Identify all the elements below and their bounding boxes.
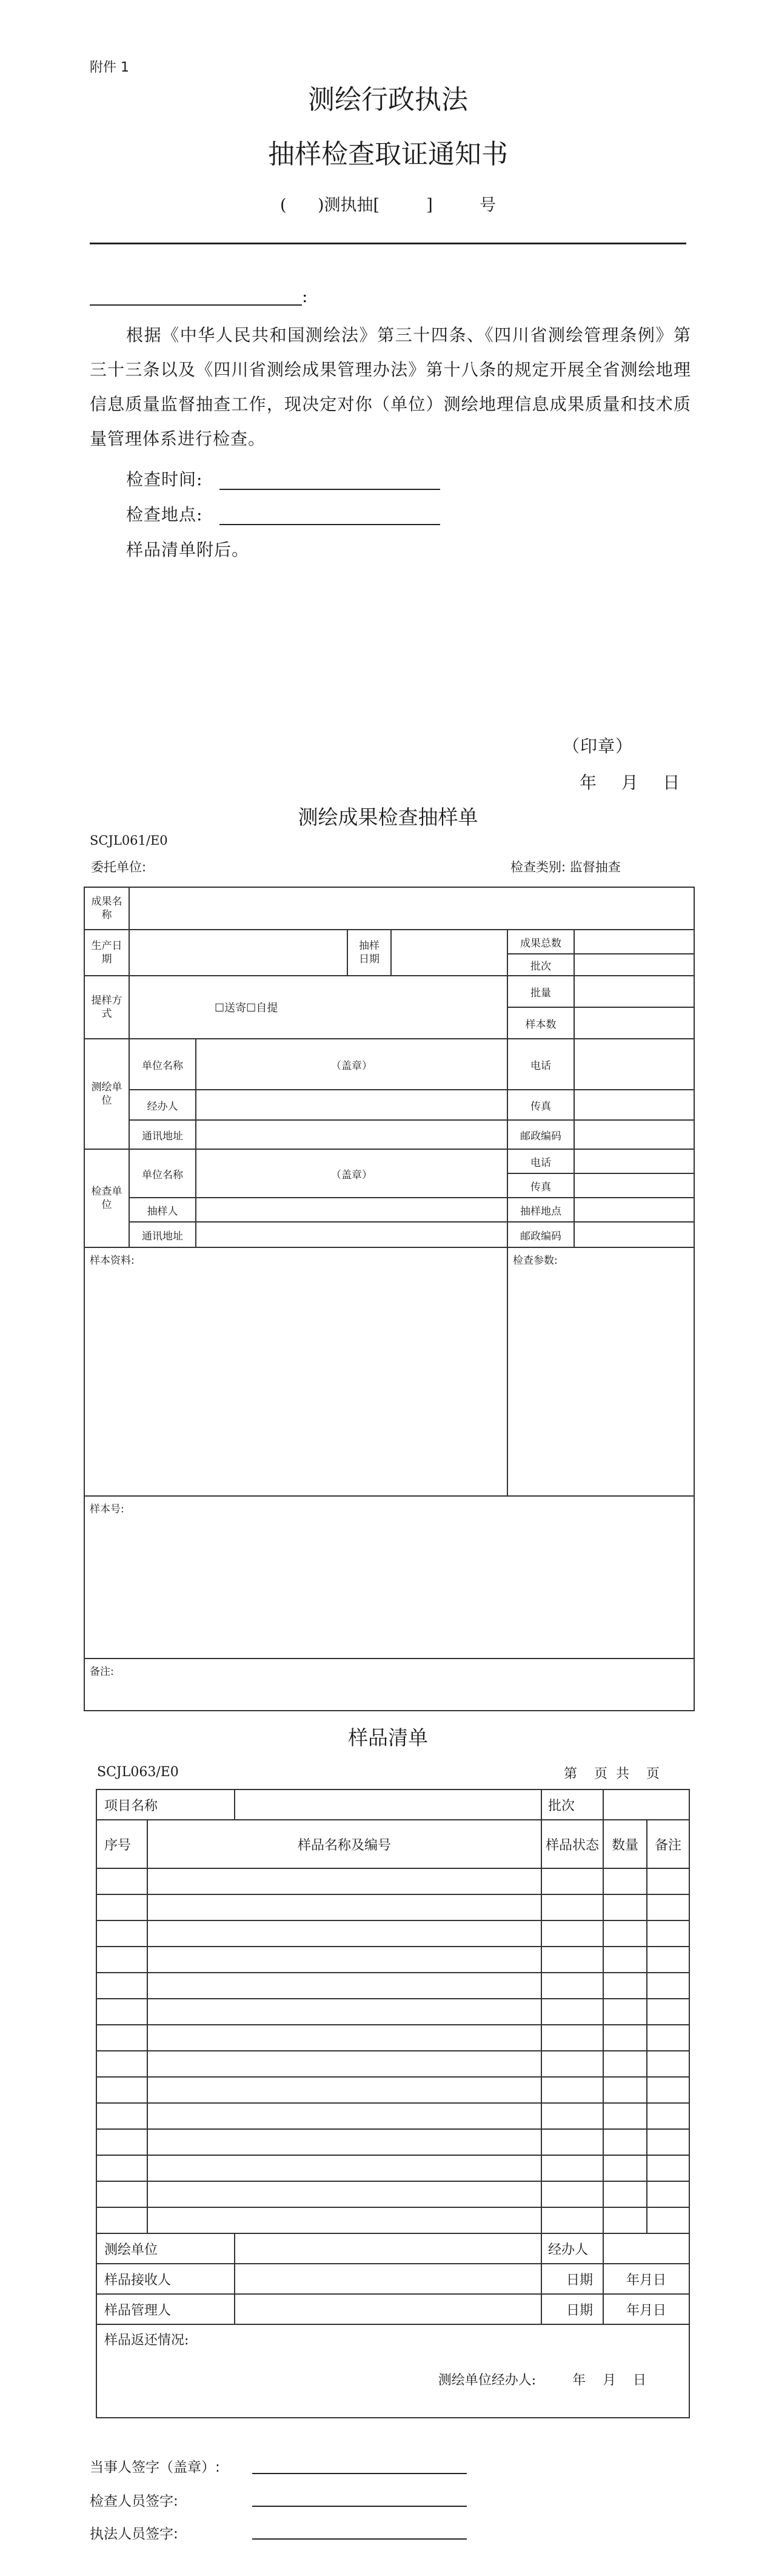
project-name-field[interactable] [235, 1789, 541, 1820]
sampling-form-table [84, 887, 695, 1711]
row-status-cell[interactable] [541, 2103, 603, 2129]
sample-row [96, 2051, 689, 2077]
production-date-label: 生产日期 [84, 930, 129, 976]
sample-row [96, 1894, 689, 1920]
notice-paragraph: 根据《中华人民共和国测绘法》第三十四条、《四川省测绘管理条例》第三十三条以及《四川省测绘成果管理办法》第十八条的规定开展全省测绘地理信息质量监督抽查工作，现决定对你（单位）测绘地理信息成果质量和技术质量管理体系进行检查。 [90, 325, 691, 449]
sample-list-title: 样品清单 [348, 1726, 428, 1749]
row-qty-cell[interactable] [603, 2051, 647, 2077]
row-status-cell[interactable] [541, 2077, 603, 2103]
row-no-cell[interactable] [96, 2129, 147, 2155]
client-label: 委托单位: [91, 860, 147, 874]
manager-date-label: 日期 [541, 2294, 603, 2324]
production-date-field[interactable] [129, 930, 347, 976]
row-qty-cell[interactable] [603, 1868, 647, 1894]
row-no-cell[interactable] [96, 1894, 147, 1920]
row-qty-cell[interactable] [603, 2181, 647, 2207]
manager-date-value[interactable]: 年月日 [603, 2294, 689, 2324]
remarks-label: 备注: [90, 1666, 114, 1678]
inspection-unit-stamp: （盖章） [196, 1149, 507, 1198]
row-remark-cell[interactable] [647, 2181, 689, 2207]
sampler-label: 抽样人 [129, 1198, 196, 1222]
sample-row [96, 2181, 689, 2207]
sample-count-label: 样本数 [507, 1007, 574, 1039]
row-no-cell[interactable] [96, 2025, 147, 2051]
row-qty-cell[interactable] [603, 2155, 647, 2181]
postcode-field[interactable] [574, 1120, 694, 1149]
col-qty-header: 数量 [603, 1820, 647, 1868]
row-no-cell[interactable] [96, 1999, 147, 2025]
row-remark-cell[interactable] [647, 1973, 689, 1999]
check-place-label: 检查地点: [126, 505, 203, 525]
address-field[interactable] [196, 1120, 507, 1149]
sample-row [96, 2077, 689, 2103]
header-rule [90, 243, 686, 244]
manager-field[interactable] [235, 2294, 541, 2324]
sample-list-code: SCJL063/E0 [97, 1765, 179, 1780]
project-name-label: 项目名称 [96, 1789, 235, 1820]
receiver-date-value[interactable]: 年月日 [603, 2264, 689, 2294]
row-remark-cell[interactable] [647, 2051, 689, 2077]
issue-date: 年 月 日 [580, 773, 681, 793]
receiver-field[interactable] [235, 2264, 541, 2294]
address-label: 通讯地址 [129, 1120, 196, 1149]
row-qty-cell[interactable] [603, 2129, 647, 2155]
sample-row [96, 1868, 689, 1894]
row-no-cell[interactable] [96, 2051, 147, 2077]
row-no-cell[interactable] [96, 2207, 147, 2233]
row-status-cell[interactable] [541, 1947, 603, 1973]
officer-signature-label: 执法人员签字: [90, 2526, 178, 2542]
fax-field[interactable] [574, 1090, 694, 1120]
sample-row [96, 1973, 689, 1999]
col-name-header: 样品名称及编号 [147, 1820, 541, 1868]
result-name-field[interactable] [129, 887, 694, 930]
row-no-cell[interactable] [96, 1868, 147, 1894]
sampling-date-label: 抽样日期 [347, 930, 391, 976]
inspection-fax-label: 传真 [507, 1173, 574, 1198]
row-remark-cell[interactable] [647, 1868, 689, 1894]
row-name-cell[interactable] [147, 1868, 541, 1894]
unit-name-label: 单位名称 [129, 1039, 196, 1090]
sample-row [96, 2207, 689, 2233]
sample-no-field[interactable] [84, 1496, 694, 1659]
sample-info-label: 样本资料: [90, 1255, 135, 1267]
total-results-label: 成果总数 [507, 930, 574, 954]
row-remark-cell[interactable] [647, 2155, 689, 2181]
row-name-cell[interactable] [147, 1947, 541, 1973]
row-remark-cell[interactable] [647, 2207, 689, 2233]
unit-stamp: （盖章） [196, 1039, 507, 1090]
phone-field[interactable] [574, 1039, 694, 1090]
doc-title-line2: 抽样检查取证通知书 [268, 139, 508, 170]
row-status-cell[interactable] [541, 1894, 603, 1920]
row-qty-cell[interactable] [603, 2207, 647, 2233]
result-name-label: 成果名称 [84, 887, 129, 930]
sample-row [96, 2155, 689, 2181]
batch-field[interactable] [603, 1789, 689, 1820]
recipient-line [90, 284, 302, 306]
row-name-cell[interactable] [147, 2181, 541, 2207]
unit-handler-label: 测绘单位经办人: [438, 2373, 537, 2388]
row-no-cell[interactable] [96, 2181, 147, 2207]
row-name-cell[interactable] [147, 1894, 541, 1920]
inspection-fax-field[interactable] [574, 1173, 694, 1198]
sample-row [96, 2025, 689, 2051]
check-type: 检查类别: 监督抽查 [510, 860, 621, 874]
return-status-field[interactable] [96, 2324, 689, 2418]
handler-label: 经办人 [129, 1090, 196, 1120]
row-status-cell[interactable] [541, 1999, 603, 2025]
row-name-cell[interactable] [147, 2103, 541, 2129]
list-note: 样品清单附后。 [126, 540, 250, 560]
sampling-place-label: 抽样地点 [507, 1198, 574, 1222]
surveying-unit-label: 测绘单位 [84, 1039, 129, 1149]
row-qty-cell[interactable] [603, 1947, 647, 1973]
row-name-cell[interactable] [147, 1973, 541, 1999]
party-signature-label: 当事人签字（盖章）: [90, 2460, 220, 2475]
sample-list-table [96, 1789, 690, 2418]
sampler-field[interactable] [196, 1198, 507, 1222]
inspection-postcode-field[interactable] [574, 1222, 694, 1247]
inspection-phone-field[interactable] [574, 1149, 694, 1173]
fax-label: 传真 [507, 1090, 574, 1120]
sampling-date-field[interactable] [391, 930, 507, 976]
row-name-cell[interactable] [147, 2025, 541, 2051]
sample-row [96, 1947, 689, 1973]
check-place-line [219, 524, 440, 525]
row-no-cell[interactable] [96, 2103, 147, 2129]
postcode-label: 邮政编码 [507, 1120, 574, 1149]
phone-label: 电话 [507, 1039, 574, 1090]
return-status-label: 样品返还情况: [104, 2333, 189, 2348]
attachment-label: 附件 1 [90, 60, 129, 75]
row-no-cell[interactable] [96, 2077, 147, 2103]
recipient-colon: : [302, 286, 309, 306]
sampling-place-field[interactable] [574, 1198, 694, 1222]
check-params-label: 检查参数: [513, 1255, 558, 1267]
check-time-label: 检查时间: [126, 469, 203, 489]
row-qty-cell[interactable] [603, 1894, 647, 1920]
row-no-cell[interactable] [96, 2155, 147, 2181]
inspector-signature-label: 检查人员签字: [90, 2494, 178, 2509]
row-status-cell[interactable] [541, 2207, 603, 2233]
inspection-postcode-label: 邮政编码 [507, 1222, 574, 1247]
delivery-options[interactable]: ☐送寄☐自提 [129, 976, 507, 1039]
batch-size-field[interactable] [574, 976, 694, 1007]
row-status-cell[interactable] [541, 1868, 603, 1894]
page-info: 第 页 共 页 [564, 1766, 660, 1782]
check-params-field[interactable] [507, 1247, 694, 1496]
batch-field[interactable] [574, 954, 694, 976]
total-results-field[interactable] [574, 930, 694, 954]
sample-info-field[interactable] [84, 1247, 507, 1496]
check-time-line [219, 489, 440, 490]
row-status-cell[interactable] [541, 2155, 603, 2181]
officer-signature-line[interactable] [252, 2538, 467, 2540]
sample-row [96, 1999, 689, 2025]
row-qty-cell[interactable] [603, 1920, 647, 1947]
inspection-unit-name-label: 单位名称 [129, 1149, 196, 1198]
row-qty-cell[interactable] [603, 2025, 647, 2051]
row-remark-cell[interactable] [647, 2103, 689, 2129]
sample-row [96, 2103, 689, 2129]
inspector-signature-line[interactable] [252, 2506, 467, 2507]
sample-rows [96, 1868, 689, 2233]
receiver-date-label: 日期 [541, 2264, 603, 2294]
row-no-cell[interactable] [96, 1947, 147, 1973]
inspection-address-label: 通讯地址 [129, 1222, 196, 1247]
col-status-header: 样品状态 [541, 1820, 603, 1868]
sample-row [96, 2129, 689, 2155]
row-status-cell[interactable] [541, 1920, 603, 1947]
row-remark-cell[interactable] [647, 1947, 689, 1973]
list-surveying-unit-field[interactable] [235, 2233, 541, 2264]
row-name-cell[interactable] [147, 2077, 541, 2103]
inspection-address-field[interactable] [196, 1222, 507, 1247]
row-no-cell[interactable] [96, 1920, 147, 1947]
row-remark-cell[interactable] [647, 2025, 689, 2051]
doc-number: ( )测执抽[ ] 号 [279, 196, 497, 215]
return-date: 年 月 日 [572, 2373, 647, 2388]
row-name-cell[interactable] [147, 2129, 541, 2155]
row-qty-cell[interactable] [603, 1999, 647, 2025]
row-name-cell[interactable] [147, 2207, 541, 2233]
inspection-unit-label: 检查单位 [84, 1149, 129, 1247]
sampling-form-title: 测绘成果检查抽样单 [298, 805, 478, 829]
row-status-cell[interactable] [541, 1973, 603, 1999]
batch-size-label: 批量 [507, 976, 574, 1007]
receiver-label: 样品接收人 [96, 2264, 235, 2294]
row-qty-cell[interactable] [603, 2103, 647, 2129]
doc-title-line1: 测绘行政执法 [308, 84, 468, 115]
sample-no-label: 样本号: [90, 1503, 124, 1515]
row-qty-cell[interactable] [603, 1973, 647, 1999]
party-signature-line[interactable] [252, 2473, 467, 2474]
row-remark-cell[interactable] [647, 1894, 689, 1920]
batch-label: 批次 [507, 954, 574, 976]
row-no-cell[interactable] [96, 1973, 147, 1999]
row-status-cell[interactable] [541, 2181, 603, 2207]
col-no-header: 序号 [96, 1820, 147, 1868]
row-status-cell[interactable] [541, 2051, 603, 2077]
sample-count-field[interactable] [574, 1007, 694, 1039]
row-remark-cell[interactable] [647, 1999, 689, 2025]
batch-label: 批次 [541, 1789, 603, 1820]
row-name-cell[interactable] [147, 2051, 541, 2077]
row-name-cell[interactable] [147, 1920, 541, 1947]
row-remark-cell[interactable] [647, 2077, 689, 2103]
row-name-cell[interactable] [147, 1999, 541, 2025]
remarks-field[interactable] [84, 1659, 694, 1711]
list-handler-label: 经办人 [541, 2233, 603, 2264]
list-surveying-unit-label: 测绘单位 [96, 2233, 235, 2264]
list-handler-field[interactable] [603, 2233, 689, 2264]
row-status-cell[interactable] [541, 2025, 603, 2051]
sample-row [96, 1920, 689, 1947]
seal-label: （印章） [563, 736, 634, 756]
handler-field[interactable] [196, 1090, 507, 1120]
row-remark-cell[interactable] [647, 2129, 689, 2155]
inspection-phone-label: 电话 [507, 1149, 574, 1173]
manager-label: 样品管理人 [96, 2294, 235, 2324]
row-name-cell[interactable] [147, 2155, 541, 2181]
delivery-method-label: 提样方式 [84, 976, 129, 1039]
col-remark-header: 备注 [647, 1820, 689, 1868]
row-status-cell[interactable] [541, 2129, 603, 2155]
row-qty-cell[interactable] [603, 2077, 647, 2103]
row-remark-cell[interactable] [647, 1920, 689, 1947]
sampling-form-code: SCJL061/E0 [90, 833, 168, 848]
